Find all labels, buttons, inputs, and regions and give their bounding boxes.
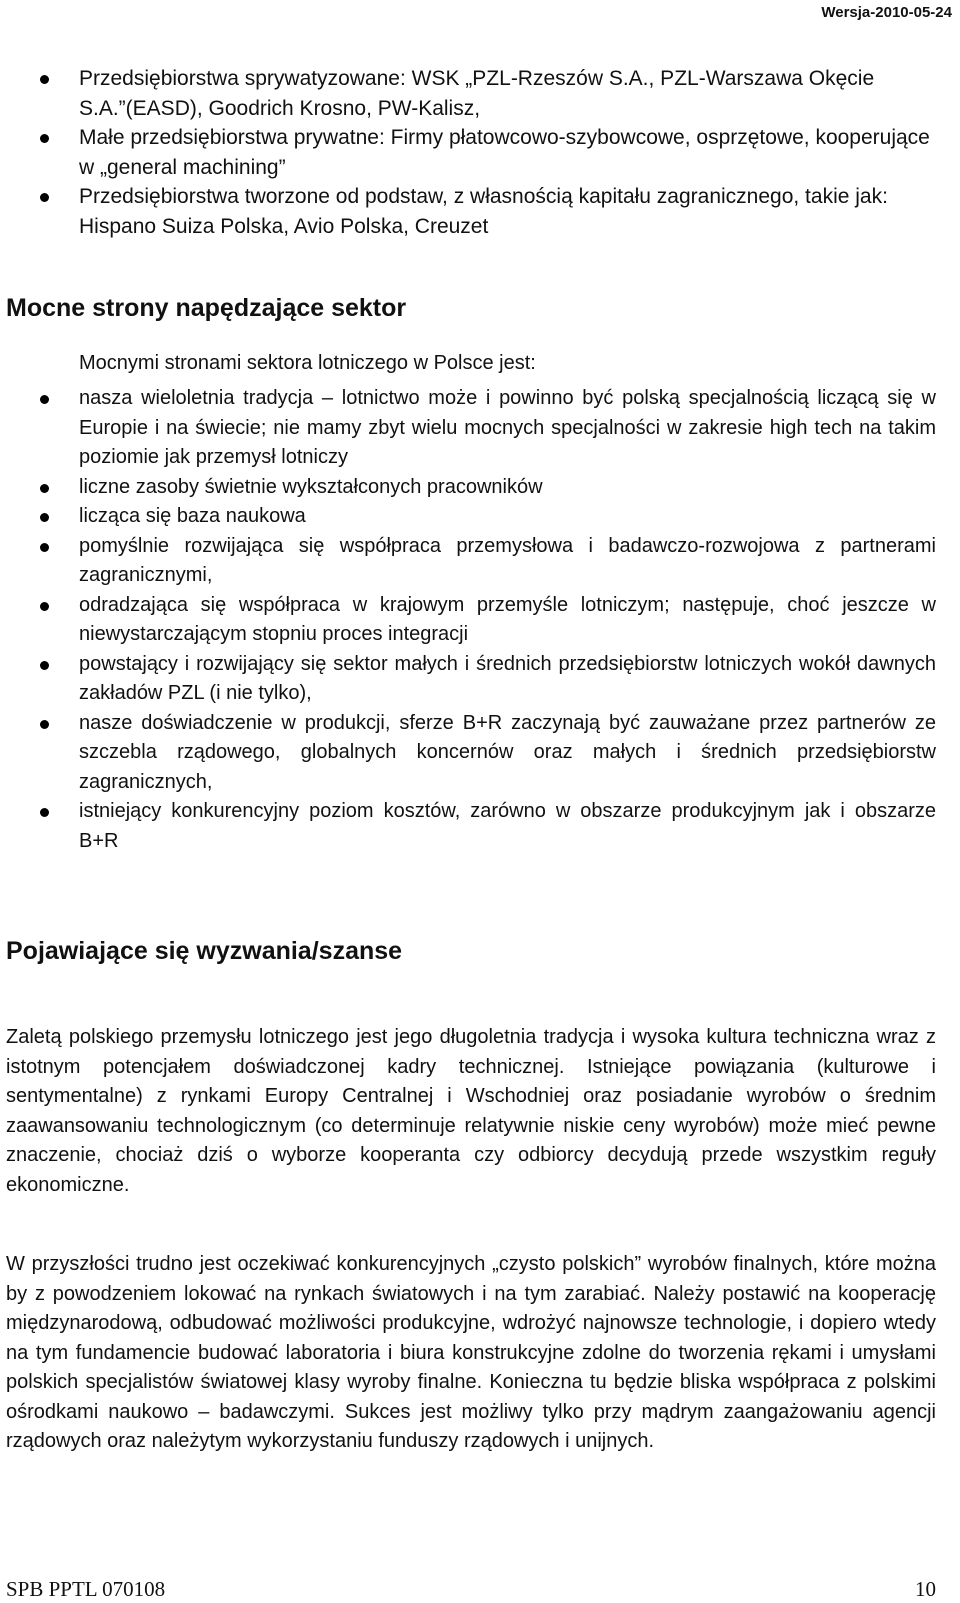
footer-doc-code: SPB PPTL 070108 bbox=[6, 1577, 166, 1601]
list-item bbox=[6, 650, 936, 709]
list-item-text: powstający i rozwijający się sektor małych i średnich przedsiębiorstw lotniczych wokół dawnych zakładów PZL (i nie tylko), bbox=[79, 652, 936, 704]
list-item-text: odradzająca się współpraca w krajowym przemyśle lotniczym; następuje, choć jeszcze w niewystarczającym stopniu proces integracji bbox=[79, 593, 936, 645]
list-item bbox=[6, 532, 936, 591]
list-item-text: Przedsiębiorstwa sprywatyzowane: WSK „PZL-Rzeszów S.A., PZL-Warszawa Okęcie S.A.”(EASD), Goodrich Krosno, PW-Kalisz, bbox=[79, 67, 875, 120]
bullet-icon bbox=[40, 193, 49, 202]
list-item-text: Małe przedsiębiorstwa prywatne: Firmy płatowcowo-szybowcowe, osprzętowe, kooperujące w „general machining” bbox=[79, 126, 930, 179]
bullet-icon bbox=[40, 134, 49, 143]
list-item-text: Przedsiębiorstwa tworzone od podstaw, z własnością kapitału zagranicznego, takie jak: Hispano Suiza Polska, Avio Polska, Creuzet bbox=[79, 185, 888, 238]
bullet-icon bbox=[40, 808, 49, 817]
paragraph: Zaletą polskiego przemysłu lotniczego jest jego długoletnia tradycja i wysoka kultura techniczna wraz z istotnym potencjałem doświadczonej kadry technicznej. Istniejące powiązania (kulturowe i sentymentalne) z rynkami Europy Centralnej i Wschodniej oraz posiadanie wyrobów o średnim zaawansowaniu technologicznym (co determinuje relatywnie niskie ceny wyrobów) może mieć pewne znaczenie, chociaż dziś o wyborze kooperanta czy odbiorcy decydują przede wszystkim reguły ekonomiczne. bbox=[6, 1026, 936, 1196]
bullet-icon bbox=[40, 543, 49, 552]
bullet-icon bbox=[40, 513, 49, 522]
list-item bbox=[6, 182, 936, 241]
list-item bbox=[6, 473, 936, 503]
bullet-icon bbox=[40, 661, 49, 670]
version-label: Wersja-2010-05-24 bbox=[821, 4, 952, 21]
list-item bbox=[6, 384, 936, 473]
bullet-icon bbox=[40, 75, 49, 84]
bullet-icon bbox=[40, 602, 49, 611]
bullet-icon bbox=[40, 484, 49, 493]
list-item bbox=[6, 502, 936, 532]
paragraph: W przyszłości trudno jest oczekiwać konkurencyjnych „czysto polskich” wyrobów finalnych, które można by z powodzeniem lokować na rynkach światowych i na tym zarabiać. Należy postawić na kooperację międzynarodową, odbudować możliwości produkcyjne, wdrożyć najnowsze technologie, i dopiero wtedy na tym fundamencie budować laboratoria i biura konstrukcyjne zdolne do tworzenia rękami i umysłami polskich specjalistów światowej klasy wyroby finalne. Konieczna tu będzie bliska współpraca z polskimi ośrodkami naukowo – badawczymi. Sukces jest możliwy tylko przy mądrym zaangażowaniu agencji rządowych oraz należytym wykorzystaniu funduszy rządowych i unijnych. bbox=[6, 1253, 936, 1452]
list-item-text: nasza wieloletnia tradycja – lotnictwo może i powinno być polską specjalnością liczącą się w Europie i na świecie; nie mamy zbyt wielu mocnych specjalności w zakresie high tech na takim poziomie jak przemysł lotniczy bbox=[79, 387, 936, 468]
strengths-intro: Mocnymi stronami sektora lotniczego w Polsce jest: bbox=[79, 352, 536, 374]
list-item-text: liczne zasoby świetnie wykształconych pracowników bbox=[79, 475, 543, 498]
list-item bbox=[6, 797, 936, 856]
list-item-text: nasze doświadczenie w produkcji, sferze B+R zaczynają być zauważane przez partnerów ze szczebla rządowego, globalnych koncernów oraz małych i średnich przedsiębiorstw zagranicznych, bbox=[79, 711, 936, 793]
list-item bbox=[6, 591, 936, 650]
ownership-list bbox=[6, 64, 936, 241]
bullet-icon bbox=[40, 720, 49, 729]
list-item-text: licząca się baza naukowa bbox=[79, 505, 306, 527]
intro-list-container bbox=[6, 64, 936, 241]
bullet-icon bbox=[40, 395, 49, 404]
section-heading-strengths: Mocne strony napędzające sektor bbox=[6, 294, 407, 322]
list-item-text: pomyślnie rozwijająca się współpraca przemysłowa i badawczo-rozwojowa z partnerami zagranicznymi, bbox=[79, 534, 936, 586]
section-heading-challenges: Pojawiające się wyzwania/szanse bbox=[6, 937, 403, 965]
strengths-list bbox=[6, 384, 936, 856]
list-item-text: istniejący konkurencyjny poziom kosztów, zarówno w obszarze produkcyjnym jak i obszarze B+R bbox=[79, 800, 936, 852]
page-number: 10 bbox=[915, 1577, 936, 1601]
list-item bbox=[6, 709, 936, 798]
list-item bbox=[6, 123, 936, 182]
list-item bbox=[6, 64, 936, 123]
strengths-list-container bbox=[6, 384, 936, 856]
